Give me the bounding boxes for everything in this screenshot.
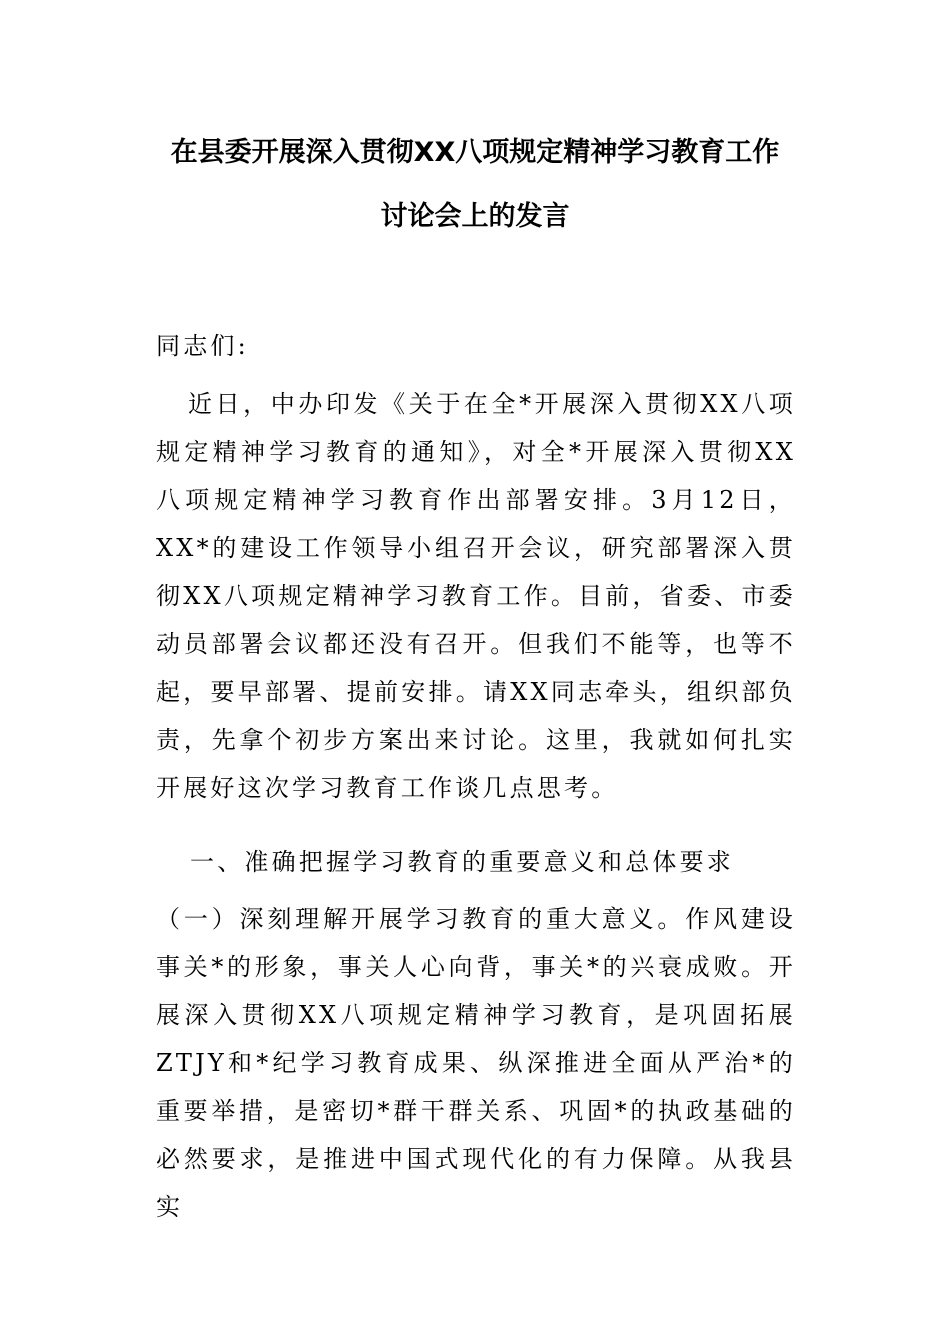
document-title-line-1: 在县委开展深入贯彻XX八项规定精神学习教育工作 [170, 137, 780, 168]
section-heading-1: 一、准确把握学习教育的重要意义和总体要求 [190, 848, 734, 876]
paragraph-intro: 近日，中办印发《关于在全*开展深入贯彻XX八项规定精神学习教育的通知》，对全*开展深入贯彻XX八项规定精神学习教育作出部署安排。3月12日，XX*的建设工作领导小组召开会议，研究部署深入贯彻XX八项规定精神学习教育工作。目前，省委、市委动员部署会议都还没有召开。但我们不能等，也等不起，要早部署、提前安排。请XX同志牵头，组织部负责，先拿个初步方案出来讨论。这里，我就如何扎实开展好这次学习教育工作谈几点思考。 [156, 390, 796, 802]
paragraph-section-1-1: （一）深刻理解开展学习教育的重大意义。作风建设事关*的形象，事关人心向背，事关*的兴衰成败。开展深入贯彻XX八项规定精神学习教育，是巩固拓展ZTJY和*纪学习教育成果、纵深推进全面从严治*的重要举措，是密切*群干群关系、巩固*的执政基础的必然要求，是推进中国式现代化的有力保障。从我县实 [156, 905, 796, 1221]
document-title-line-2: 讨论会上的发言 [380, 201, 570, 232]
salutation: 同志们: [156, 332, 249, 360]
